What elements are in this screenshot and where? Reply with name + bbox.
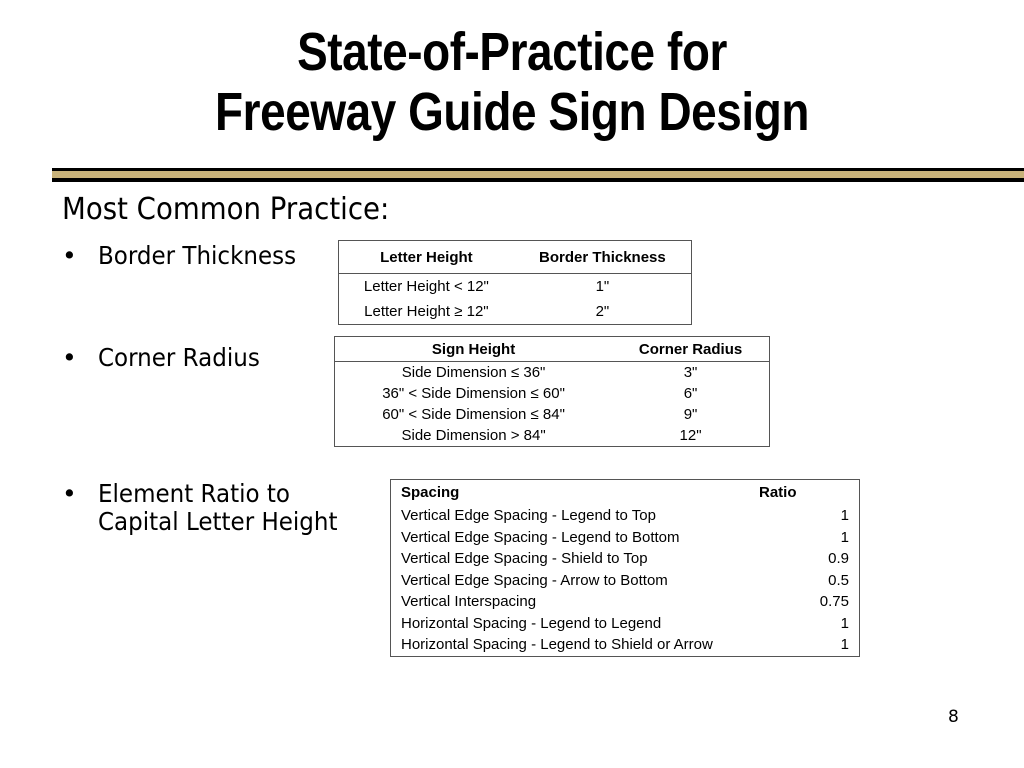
table-cell: 0.5 (828, 571, 849, 589)
subtitle: Most Common Practice: (62, 192, 390, 227)
slide-title (77, 22, 947, 142)
table-row (335, 404, 770, 425)
table-cell: Letter Height ≥ 12" (364, 303, 489, 320)
table-cell: 1 (840, 636, 849, 654)
table-header-cell: Sign Height (335, 337, 613, 362)
table-cell: 12" (679, 427, 702, 444)
table-row (391, 570, 860, 592)
table-cell: Vertical Edge Spacing - Shield to Top (401, 550, 648, 568)
title-line-1: State-of-Practice for (297, 22, 727, 82)
table-row (391, 613, 860, 635)
table-row (335, 383, 770, 404)
table-cell: 3" (683, 364, 698, 381)
table-cell: 2" (595, 303, 610, 320)
bullet-element-ratio-line-1: Element Ratio to (98, 479, 290, 508)
table-row (339, 299, 692, 325)
table-cell: 1 (840, 507, 849, 525)
table-header-row (335, 337, 770, 362)
table-row (335, 425, 770, 447)
table-cell: Side Dimension ≤ 36" (401, 364, 546, 381)
table-cell: Side Dimension > 84" (401, 427, 546, 444)
table-cell: Letter Height < 12" (363, 278, 489, 295)
table-cell: Vertical Interspacing (401, 593, 537, 611)
table-cell: 0.75 (819, 593, 849, 611)
bullet-element-ratio-line-2: Capital Letter Height (98, 507, 338, 536)
border-thickness-table (338, 240, 692, 325)
table-cell: 1 (840, 614, 849, 632)
table-cell: 1" (595, 278, 610, 295)
page-number: 8 (948, 707, 959, 727)
table-row (391, 505, 860, 527)
table-cell: 9" (683, 406, 698, 423)
table-cell: Vertical Edge Spacing - Arrow to Bottom (401, 571, 668, 589)
table-cell: 6" (683, 385, 698, 402)
table-row (339, 274, 692, 300)
table-header-row (339, 241, 692, 274)
table-header-row (391, 480, 860, 506)
table-header-cell: Border Thickness (514, 241, 692, 274)
table-header-cell: Corner Radius (612, 337, 769, 362)
table-cell: 60" < Side Dimension ≤ 84" (382, 406, 565, 423)
table-cell: 1 (840, 528, 849, 546)
table-cell: Horizontal Spacing - Legend to Legend (401, 614, 662, 632)
title-line-2: Freeway Guide Sign Design (215, 82, 809, 142)
table-cell: Vertical Edge Spacing - Legend to Top (401, 507, 656, 525)
element-ratio-table (390, 479, 860, 657)
table-row (391, 634, 860, 656)
table-header-cell: Letter Height (339, 241, 514, 274)
table-row (391, 548, 860, 570)
table-row (335, 362, 770, 384)
table-cell: 0.9 (828, 550, 849, 568)
table-cell: Vertical Edge Spacing - Legend to Bottom (401, 528, 680, 546)
table-header-cell: Spacing (401, 484, 460, 501)
table-row (391, 591, 860, 613)
table-header-cell: Ratio (759, 484, 797, 501)
table-row (391, 527, 860, 549)
corner-radius-table (334, 336, 770, 447)
table-cell: Horizontal Spacing - Legend to Shield or Arrow (401, 636, 713, 654)
title-divider (52, 168, 1024, 186)
table-cell: 36" < Side Dimension ≤ 60" (382, 385, 565, 402)
